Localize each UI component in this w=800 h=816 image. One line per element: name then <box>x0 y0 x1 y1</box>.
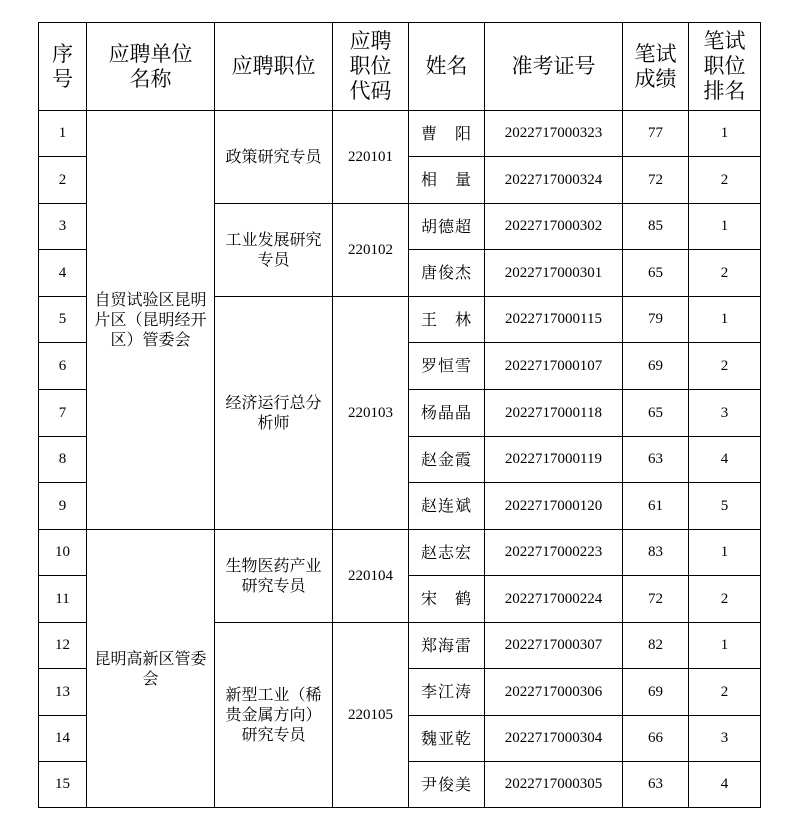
written-score: 65 <box>623 250 689 297</box>
candidate-name: 郑海雷 <box>409 623 485 669</box>
row-seq: 1 <box>39 111 87 157</box>
position-rank: 3 <box>689 716 761 762</box>
written-score: 72 <box>623 576 689 623</box>
position-title: 经济运行总分析师 <box>215 297 333 530</box>
exam-id: 2022717000302 <box>485 204 623 250</box>
candidate-name: 尹俊美 <box>409 762 485 808</box>
written-score: 72 <box>623 157 689 204</box>
exam-id: 2022717000120 <box>485 483 623 530</box>
written-score: 82 <box>623 623 689 669</box>
header-code <box>333 23 409 111</box>
header-score <box>623 23 689 111</box>
header-seq <box>39 23 87 111</box>
row-seq: 15 <box>39 762 87 808</box>
header-unit <box>87 23 215 111</box>
exam-id: 2022717000305 <box>485 762 623 808</box>
candidate-name: 胡德超 <box>409 204 485 250</box>
written-score: 63 <box>623 762 689 808</box>
exam-id: 2022717000119 <box>485 437 623 483</box>
header-unit-text: 应聘单位 名称 <box>108 41 193 91</box>
table-body <box>39 111 761 808</box>
position-rank: 1 <box>689 111 761 157</box>
position-rank: 3 <box>689 390 761 437</box>
position-title: 工业发展研究专员 <box>215 204 333 297</box>
row-seq: 13 <box>39 669 87 716</box>
row-seq: 10 <box>39 530 87 576</box>
unit-name: 昆明高新区管委会 <box>87 530 215 808</box>
written-score: 79 <box>623 297 689 343</box>
table-header <box>39 23 761 111</box>
position-rank: 4 <box>689 437 761 483</box>
position-code: 220103 <box>333 297 409 530</box>
position-rank: 1 <box>689 530 761 576</box>
position-rank: 1 <box>689 297 761 343</box>
candidate-name: 李江涛 <box>409 669 485 716</box>
candidate-name: 宋 鹤 <box>409 576 485 623</box>
row-seq: 14 <box>39 716 87 762</box>
position-code: 220105 <box>333 623 409 808</box>
row-seq: 7 <box>39 390 87 437</box>
candidate-name: 杨晶晶 <box>409 390 485 437</box>
position-rank: 2 <box>689 343 761 390</box>
header-score-text: 笔试 成绩 <box>634 41 677 91</box>
position-rank: 5 <box>689 483 761 530</box>
exam-id: 2022717000115 <box>485 297 623 343</box>
candidate-name: 魏亚乾 <box>409 716 485 762</box>
candidate-name: 罗恒雪 <box>409 343 485 390</box>
written-score: 69 <box>623 669 689 716</box>
exam-id: 2022717000107 <box>485 343 623 390</box>
header-code-text: 应聘 职位 代码 <box>349 29 392 103</box>
exam-id: 2022717000307 <box>485 623 623 669</box>
written-score: 66 <box>623 716 689 762</box>
position-title: 生物医药产业研究专员 <box>215 530 333 623</box>
candidate-name: 赵连斌 <box>409 483 485 530</box>
exam-id: 2022717000301 <box>485 250 623 297</box>
row-seq: 6 <box>39 343 87 390</box>
row-seq: 12 <box>39 623 87 669</box>
header-position <box>215 23 333 111</box>
header-exam-id <box>485 23 623 111</box>
header-seq-text: 序 号 <box>52 41 73 91</box>
written-score: 63 <box>623 437 689 483</box>
exam-id: 2022717000223 <box>485 530 623 576</box>
row-seq: 5 <box>39 297 87 343</box>
candidate-name: 王 林 <box>409 297 485 343</box>
exam-id: 2022717000118 <box>485 390 623 437</box>
exam-id: 2022717000224 <box>485 576 623 623</box>
position-rank: 2 <box>689 250 761 297</box>
position-rank: 2 <box>689 157 761 204</box>
results-table <box>38 22 761 808</box>
row-seq: 3 <box>39 204 87 250</box>
position-title: 新型工业（稀贵金属方向）研究专员 <box>215 623 333 808</box>
position-rank: 2 <box>689 576 761 623</box>
written-score: 85 <box>623 204 689 250</box>
exam-id: 2022717000324 <box>485 157 623 204</box>
written-score: 77 <box>623 111 689 157</box>
position-code: 220102 <box>333 204 409 297</box>
position-title: 政策研究专员 <box>215 111 333 204</box>
header-exam-id-text: 准考证号 <box>511 54 596 78</box>
table-row <box>39 530 761 576</box>
written-score: 69 <box>623 343 689 390</box>
candidate-name: 赵金霞 <box>409 437 485 483</box>
written-score: 65 <box>623 390 689 437</box>
written-score: 83 <box>623 530 689 576</box>
position-rank: 4 <box>689 762 761 808</box>
position-rank: 1 <box>689 204 761 250</box>
position-code: 220104 <box>333 530 409 623</box>
exam-id: 2022717000306 <box>485 669 623 716</box>
candidate-name: 曹 阳 <box>409 111 485 157</box>
exam-id: 2022717000304 <box>485 716 623 762</box>
row-seq: 4 <box>39 250 87 297</box>
header-name-text: 姓名 <box>425 54 468 78</box>
position-rank: 2 <box>689 669 761 716</box>
position-code: 220101 <box>333 111 409 204</box>
row-seq: 2 <box>39 157 87 204</box>
candidate-name: 唐俊杰 <box>409 250 485 297</box>
row-seq: 8 <box>39 437 87 483</box>
candidate-name: 赵志宏 <box>409 530 485 576</box>
row-seq: 9 <box>39 483 87 530</box>
unit-name: 自贸试验区昆明片区（昆明经开区）管委会 <box>87 111 215 530</box>
written-score: 61 <box>623 483 689 530</box>
exam-id: 2022717000323 <box>485 111 623 157</box>
header-name <box>409 23 485 111</box>
header-rank-text: 笔试 职位 排名 <box>703 29 746 103</box>
position-rank: 1 <box>689 623 761 669</box>
table-row <box>39 111 761 157</box>
header-rank <box>689 23 761 111</box>
row-seq: 11 <box>39 576 87 623</box>
candidate-name: 相 量 <box>409 157 485 204</box>
header-position-text: 应聘职位 <box>231 54 316 78</box>
